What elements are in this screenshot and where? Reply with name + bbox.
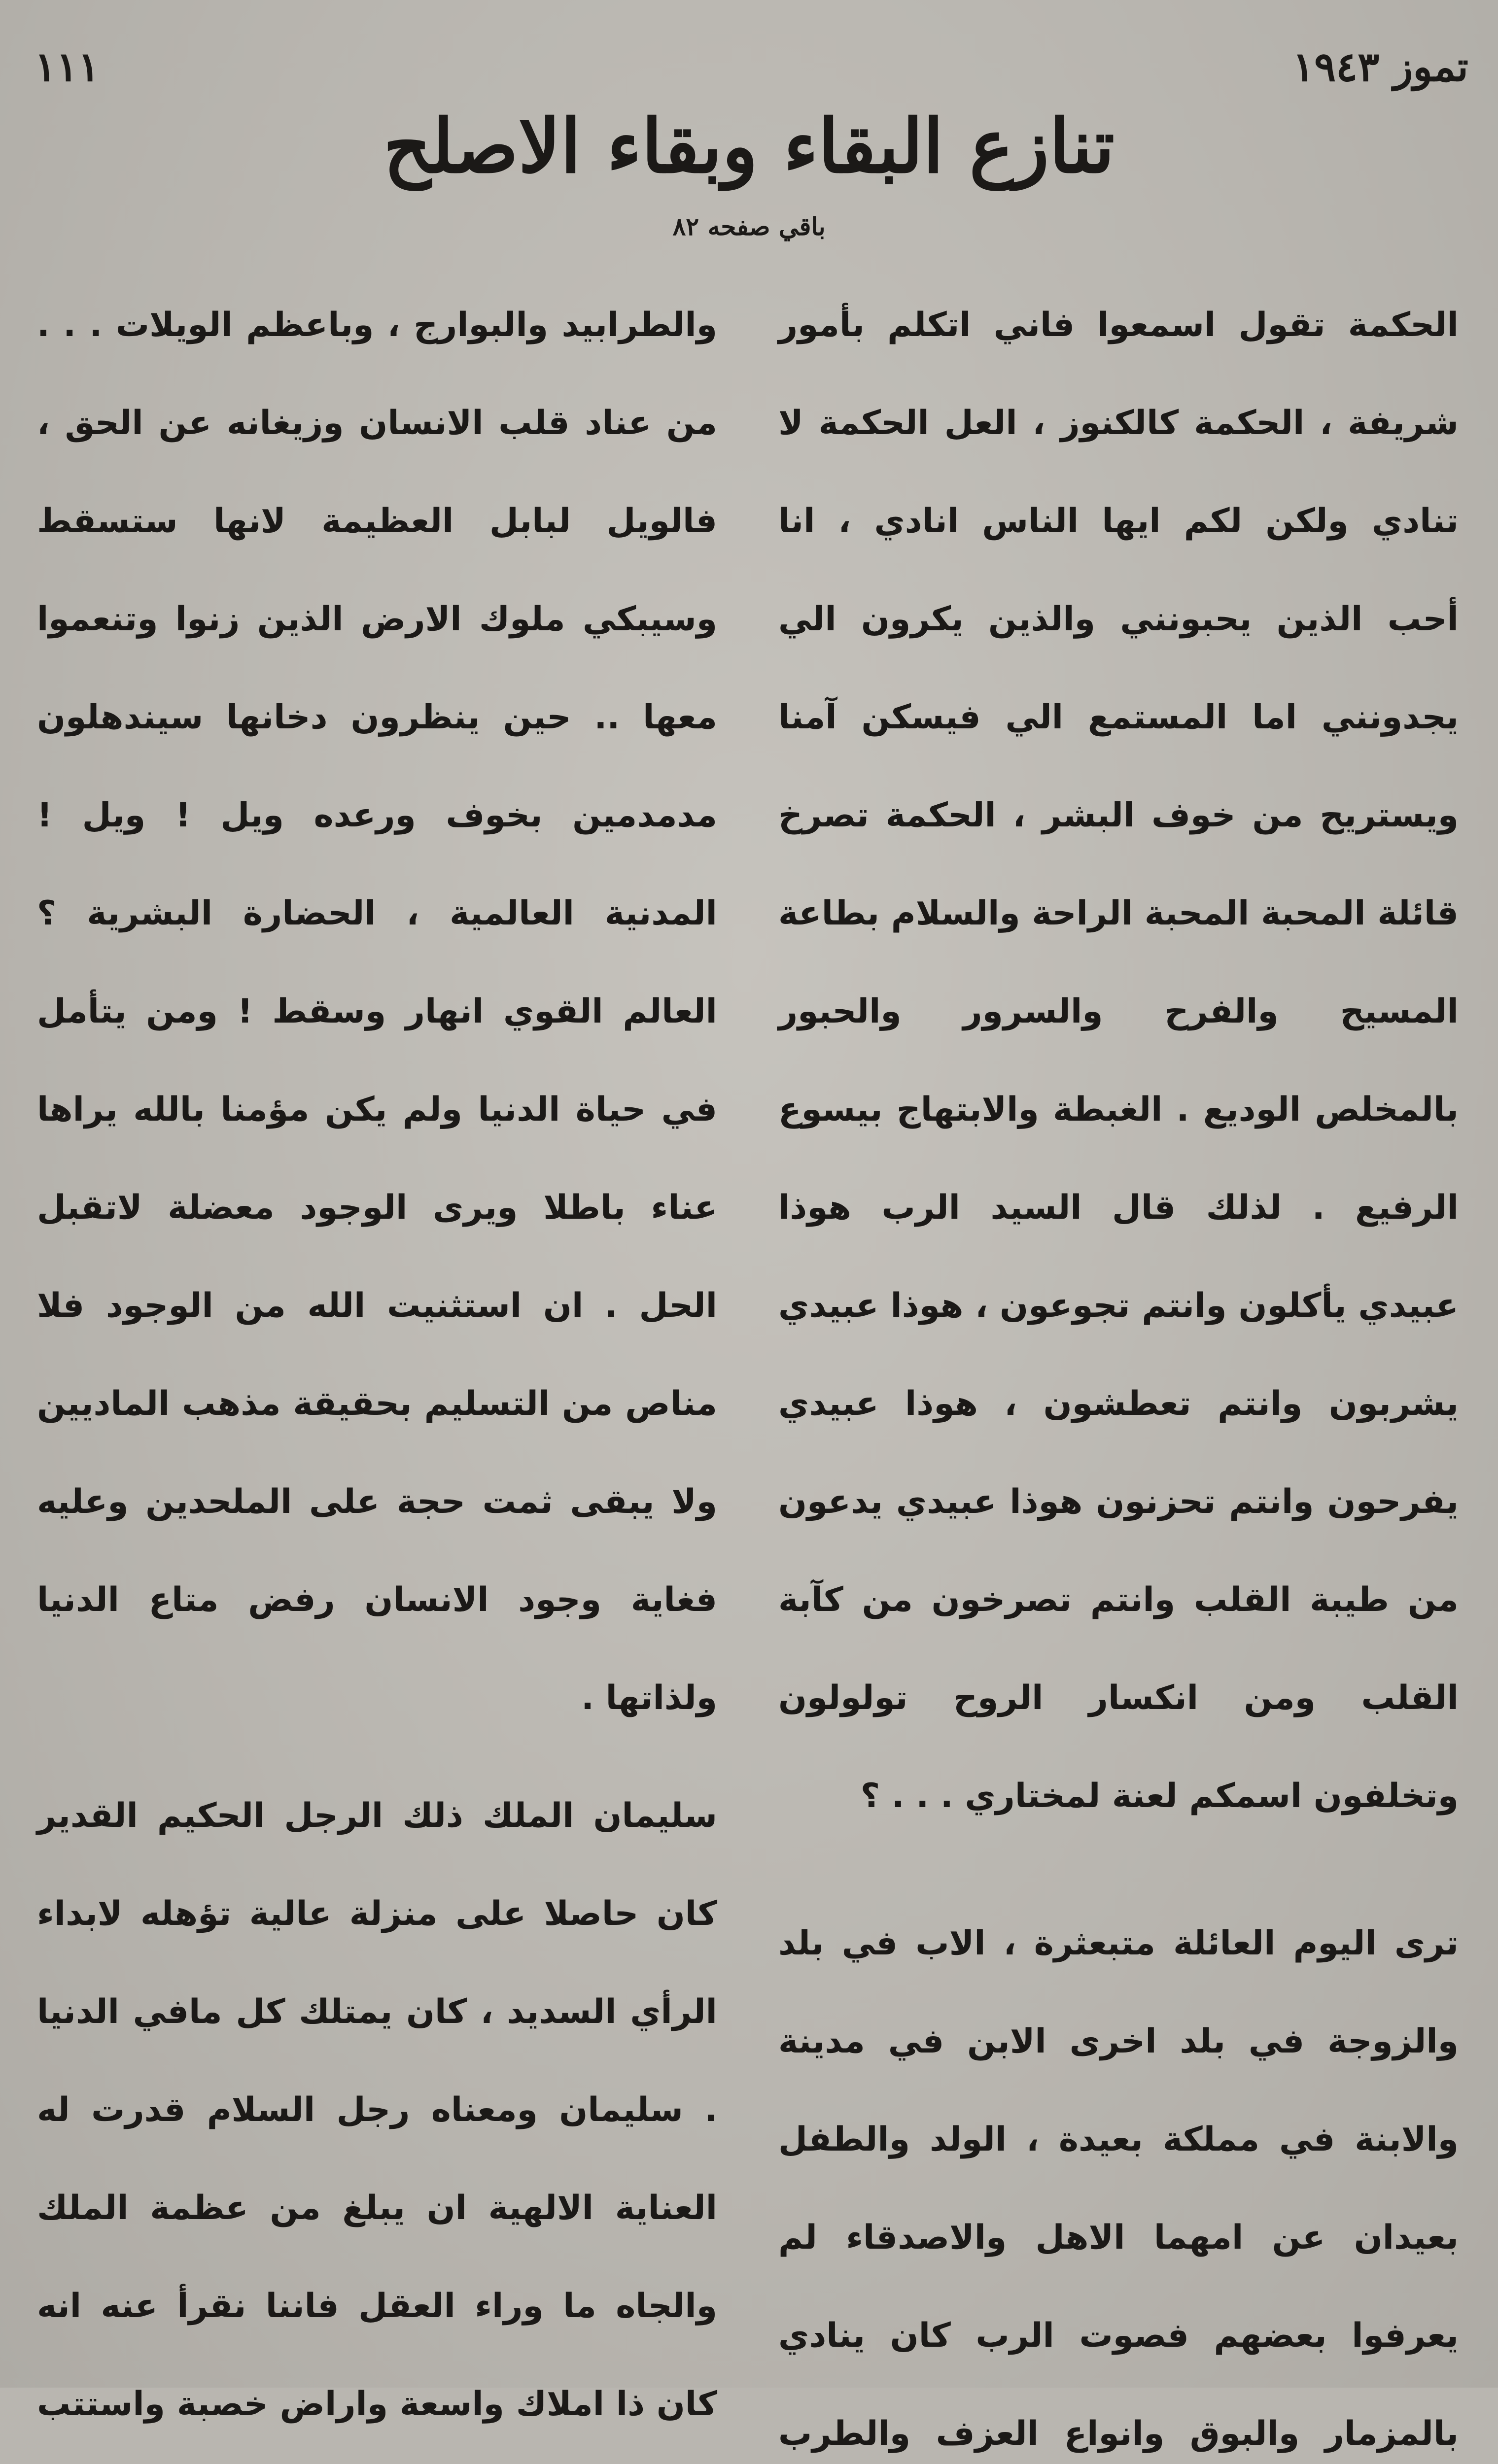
- continuation-note: باقي صفحه ٨٢: [672, 212, 826, 241]
- paragraph: ترى اليوم العائلة متبعثرة ، الاب في بلد والزوجة في بلد اخرى الابن في مدينة والابنة في مملكة بعيدة ، الولد والطفل بعيدان عن امهما الاهل والاصدقاء لم يعرفوا بعضهم فصوت الرب كان ينادي بالمزمار والبوق وانواع العزف والطرب: [778, 1924, 1459, 2453]
- paragraph: الحكمة تقول اسمعوا فاني اتكلم بأمور شريفة ، الحكمة كالكنوز ، العل الحكمة لا تنادي ولكن لكم ايها الناس انادي ، انا أحب الذين يحبونني والذين يكرون الي يجدونني اما المستمع الي فيسكن آمنا ويستريح من خوف البشر ، الحكمة تصرخ قائلة المحبة المحبة الراحة والسلام بطاعة المسيح والفرح والسرور والحبور بالمخلص الوديع . الغبطة والابتهاج بيسوع الرفيع . لذلك قال السيد الرب هوذا عبيدي يأكلون وانتم تجوعون ، هوذا عبيدي يشربون وانتم تعطشون ، هوذا عبيدي يفرحون وانتم تحزنون هوذا عبيدي يدعون من طيبة القلب وانتم تصرخون من كآبة القلب ومن انكسار الروح تولولون وتخلفون اسمكم لعنة لمختاري . . . ؟: [778, 306, 1459, 1815]
- right-column: [778, 276, 1459, 2464]
- article-title: تنازع البقاء وبقاء الاصلح: [383, 103, 1115, 190]
- page-number: ١١١: [35, 43, 100, 91]
- paragraph: سليمان الملك ذلك الرجل الحكيم القدير كان حاصلا على منزلة عالية تؤهله لابداء الرأي السديد ، كان يمتلك كل مافي الدنيا . سليمان ومعناه رجل السلام قدرت له العناية الالهية ان يبلغ من عظمة الملك والجاه ما وراء العقل فاننا نقرأ عنه انه كان ذا املاك واسعة واراض خصبة واستتب: [37, 1796, 717, 2424]
- issue-date: تموز ١٩٤٣: [1292, 43, 1468, 91]
- paragraph: والطرابيد والبوارج ، وباعظم الويلات . . . من عناد قلب الانسان وزيغانه عن الحق ، فالويل لبابل العظيمة لانها ستسقط وسيبكي ملوك الارض الذين زنوا وتنعموا معها .. حين ينظرون دخانها سيندهلون مدمدمين بخوف ورعده ويل ! ويل ! المدنية العالمية ، الحضارة البشرية ؟ العالم القوي انهار وسقط ! ومن يتأمل في حياة الدنيا ولم يكن مؤمنا بالله يراها عناء باطلا ويرى الوجود معضلة لاتقبل الحل . ان استثنيت الله من الوجود فلا مناص من التسليم بحقيقة مذهب الماديين ولا يبقى ثمت حجة على الملحدين وعليه فغاية وجود الانسان رفض متاع الدنيا ولذاتها .: [37, 306, 717, 1717]
- left-column: [37, 276, 717, 2464]
